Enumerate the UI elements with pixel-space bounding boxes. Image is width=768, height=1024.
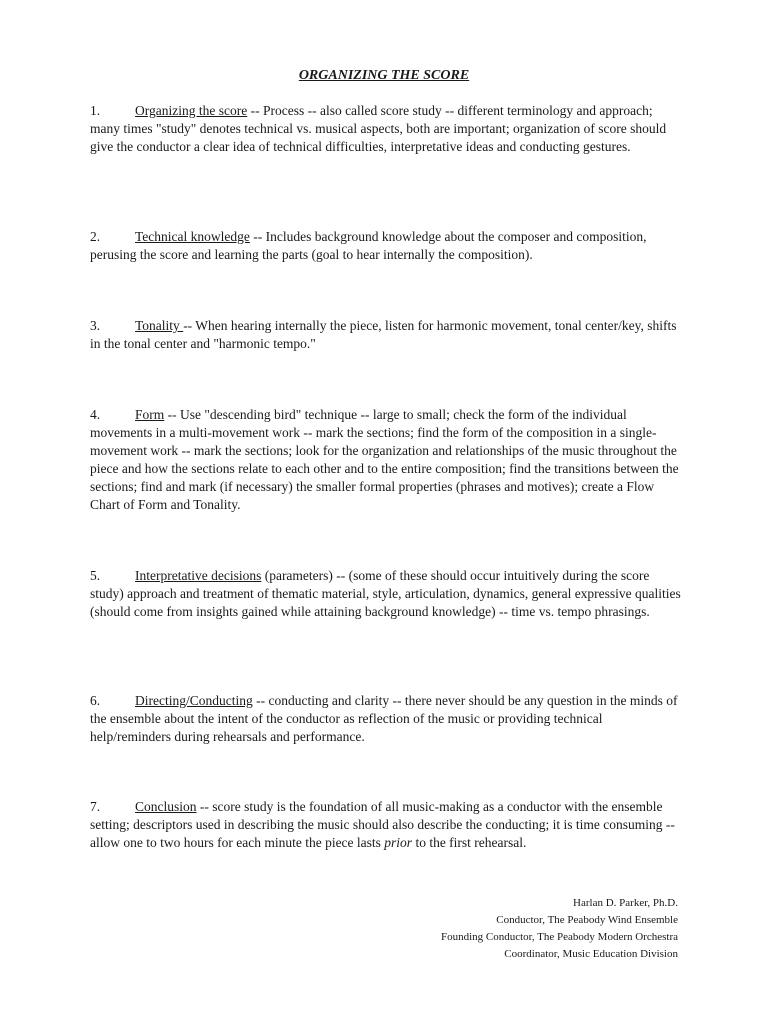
item-number: 1. (90, 103, 101, 118)
signature-title-3: Coordinator, Music Education Division (504, 948, 678, 960)
item-emphasis: prior (384, 835, 413, 850)
item-number: 6. (90, 693, 101, 708)
list-item-4 (90, 406, 682, 514)
item-text: -- Includes background knowledge about the composer and composition, perusing the score and learning the parts (goal to hear internally the composition). (90, 229, 647, 262)
item-number: 4. (90, 407, 101, 422)
list-item-1 (90, 102, 682, 156)
item-text: -- Process -- also called score study -- different terminology and approach; many times "study" denotes technical vs. musical aspects, both are important; organization of score should give the conductor a clear idea of technical difficulties, interpretative ideas and conducting gestures. (90, 103, 667, 154)
item-heading: Technical knowledge (135, 229, 250, 244)
item-heading: Tonality (135, 318, 184, 333)
item-text: (parameters) -- (some of these should occur intuitively during the score study) approach and treatment of thematic material, style, articulation, dynamics, general expressive qualities (should come from insights gained while attaining background knowledge) -- time vs. tempo phrasings. (90, 568, 681, 619)
signature-name: Harlan D. Parker, Ph.D. (573, 897, 678, 909)
item-heading: Directing/Conducting (135, 693, 253, 708)
item-text: -- score study is the foundation of all music-making as a conductor with the ensemble setting; descriptors used in describing the music should also describe the conducting; it is time consuming -- allow one to two hours for each minute the piece lasts (90, 799, 675, 850)
item-heading: Organizing the score (135, 103, 248, 118)
item-number: 3. (90, 318, 101, 333)
item-number: 5. (90, 568, 101, 583)
list-item-6 (90, 692, 682, 746)
item-number: 7. (90, 799, 101, 814)
item-text-end: to the first rehearsal. (412, 835, 527, 850)
item-heading: Form (135, 407, 165, 422)
list-item-7 (90, 798, 682, 852)
list-item-5 (90, 567, 682, 621)
item-text: -- Use "descending bird" technique -- large to small; check the form of the individual movements in a multi-movement work -- mark the sections; find the form of the composition in a single-movement work -- mark the sections; look for the organization and relationships of the music throughout the piece and how the sections relate to each other and to the entire composition; find the transitions between the sections; find and mark (if necessary) the smaller formal properties (phrases and motives); create a Flow Chart of Form and Tonality. (90, 407, 679, 512)
signature-title-2: Founding Conductor, The Peabody Modern Orchestra (440, 931, 678, 943)
document-title: ORGANIZING THE SCORE (298, 68, 470, 83)
item-text: -- When hearing internally the piece, listen for harmonic movement, tonal center/key, shifts in the tonal center and "harmonic tempo." (90, 318, 677, 351)
item-number: 2. (90, 229, 101, 244)
signature-title-1: Conductor, The Peabody Wind Ensemble (496, 914, 678, 926)
item-text: -- conducting and clarity -- there never should be any question in the minds of the ensemble about the intent of the conductor as reflection of the music or providing technical help/reminders during rehearsals and performance. (90, 693, 678, 744)
list-item-3 (90, 317, 682, 353)
signature-block (441, 895, 678, 963)
item-heading: Conclusion (135, 799, 197, 814)
list-item-2 (90, 228, 682, 264)
item-heading: Interpretative decisions (135, 568, 262, 583)
